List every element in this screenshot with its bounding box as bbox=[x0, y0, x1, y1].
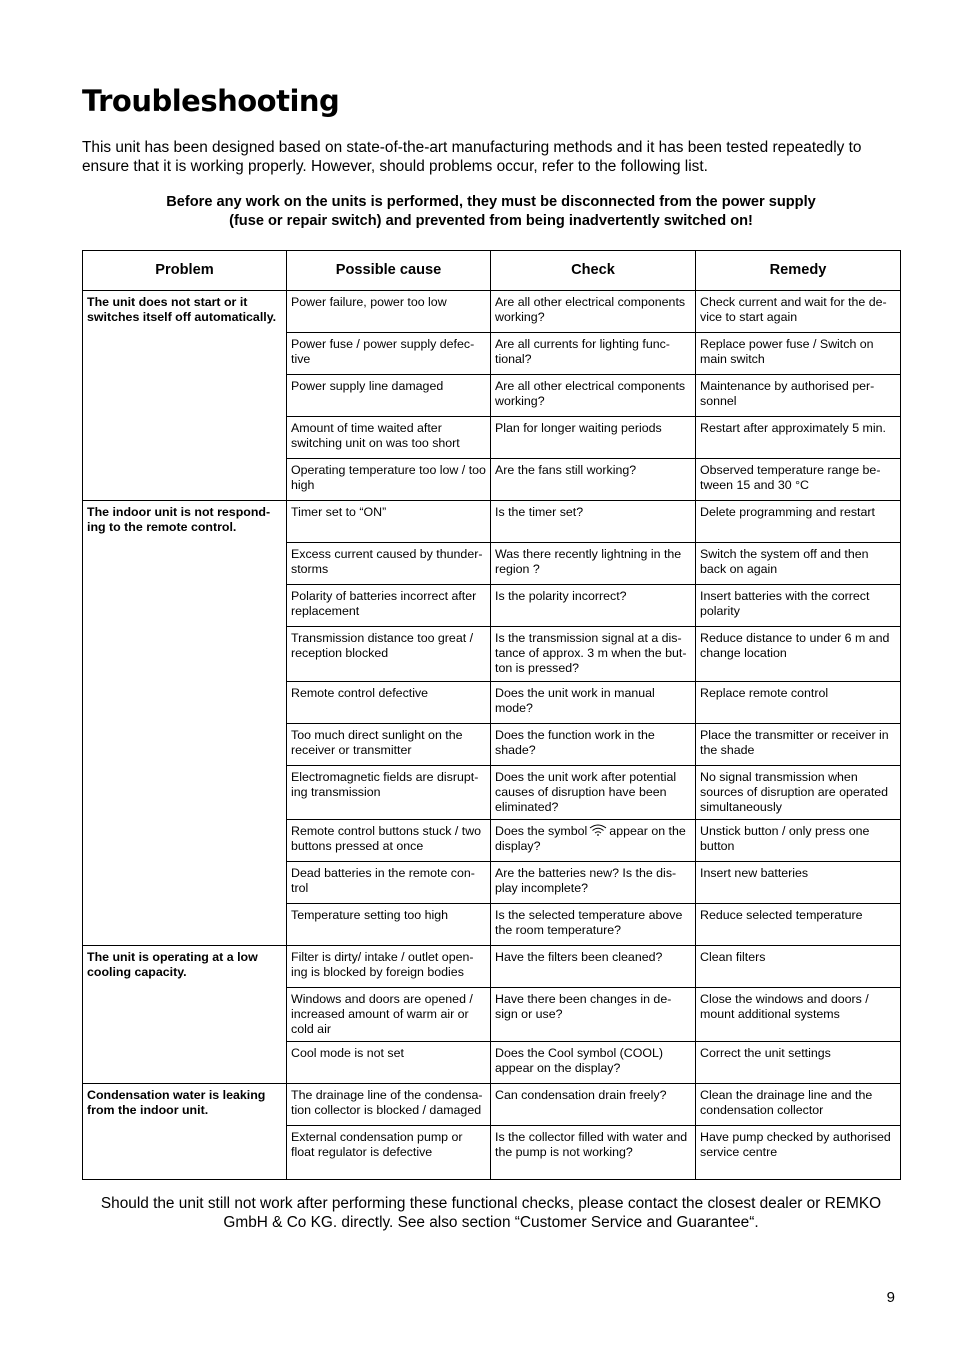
remedy-cell: Check current and wait for the de-vice to start again bbox=[696, 291, 901, 333]
remedy-cell: Restart after approximately 5 min. bbox=[696, 417, 901, 459]
check-cell: Is the timer set? bbox=[491, 501, 696, 543]
warning-line-1: Before any work on the units is performed, they must be disconnected from the power supply bbox=[166, 194, 816, 210]
check-cell: Does the unit work in manual mode? bbox=[491, 682, 696, 724]
table-row bbox=[83, 946, 901, 988]
check-cell: Are all other electrical components working? bbox=[491, 375, 696, 417]
troubleshooting-table bbox=[82, 250, 901, 1180]
table-row bbox=[83, 291, 901, 333]
remedy-cell: Close the windows and doors / mount additional systems bbox=[696, 988, 901, 1042]
remedy-cell: Replace remote control bbox=[696, 682, 901, 724]
cause-cell: The drainage line of the condensa-tion collector is blocked / damaged bbox=[287, 1084, 491, 1126]
table-row bbox=[83, 1084, 901, 1126]
remedy-cell: Replace power fuse / Switch on main switch bbox=[696, 333, 901, 375]
cause-cell: Cool mode is not set bbox=[287, 1042, 491, 1084]
cause-cell: Dead batteries in the remote con-trol bbox=[287, 862, 491, 904]
problem-cell: The indoor unit is not respond-ing to the remote control. bbox=[83, 501, 287, 946]
cause-cell: Too much direct sunlight on the receiver or transmitter bbox=[287, 724, 491, 766]
remedy-cell: Have pump checked by authorised service centre bbox=[696, 1126, 901, 1180]
remedy-cell: Delete programming and restart bbox=[696, 501, 901, 543]
signal-icon bbox=[588, 824, 608, 836]
cause-cell: Power supply line damaged bbox=[287, 375, 491, 417]
header-check: Check bbox=[491, 251, 696, 291]
check-cell bbox=[491, 820, 696, 862]
cause-cell: Excess current caused by thunder-storms bbox=[287, 543, 491, 585]
cause-cell: Timer set to “ON” bbox=[287, 501, 491, 543]
cause-cell: Power fuse / power supply defec-tive bbox=[287, 333, 491, 375]
cause-cell: Windows and doors are opened / increased amount of warm air or cold air bbox=[287, 988, 491, 1042]
cause-cell: Electromagnetic fields are disrupt-ing transmission bbox=[287, 766, 491, 820]
cause-cell: Amount of time waited after switching unit on was too short bbox=[287, 417, 491, 459]
check-cell: Is the selected temperature above the room temperature? bbox=[491, 904, 696, 946]
check-cell: Have there been changes in de-sign or use? bbox=[491, 988, 696, 1042]
check-cell: Is the transmission signal at a dis-tance of approx. 3 m when the but-ton is pressed? bbox=[491, 627, 696, 682]
check-cell: Are all currents for lighting func-tional? bbox=[491, 333, 696, 375]
cause-cell: Filter is dirty/ intake / outlet open-ing is blocked by foreign bodies bbox=[287, 946, 491, 988]
check-cell: Are all other electrical components working? bbox=[491, 291, 696, 333]
remedy-cell: Insert new batteries bbox=[696, 862, 901, 904]
table-header-row bbox=[83, 251, 901, 291]
check-cell: Is the collector filled with water and the pump is not working? bbox=[491, 1126, 696, 1180]
remedy-cell: Unstick button / only press one button bbox=[696, 820, 901, 862]
remedy-cell: Switch the system off and then back on again bbox=[696, 543, 901, 585]
remedy-cell: Maintenance by authorised per-sonnel bbox=[696, 375, 901, 417]
remedy-cell: Correct the unit settings bbox=[696, 1042, 901, 1084]
safety-warning bbox=[82, 193, 900, 231]
cause-cell: Polarity of batteries incorrect after replacement bbox=[287, 585, 491, 627]
check-cell: Is the polarity incorrect? bbox=[491, 585, 696, 627]
table-row bbox=[83, 501, 901, 543]
check-cell: Are the fans still working? bbox=[491, 459, 696, 501]
footer-note: Should the unit still not work after performing these functional checks, please contact the closest dealer or REMKO GmbH & Co KG. directly. See also section “Customer Service and Guarantee“. bbox=[100, 1195, 882, 1231]
problem-cell: Condensation water is leaking from the indoor unit. bbox=[83, 1084, 287, 1180]
remedy-cell: Observed temperature range be-tween 15 and 30 °C bbox=[696, 459, 901, 501]
check-cell: Does the unit work after potential causes of disruption have been eliminated? bbox=[491, 766, 696, 820]
page-number: 9 bbox=[886, 1289, 895, 1306]
check-cell: Can condensation drain freely? bbox=[491, 1084, 696, 1126]
cause-cell: Remote control buttons stuck / two buttons pressed at once bbox=[287, 820, 491, 862]
check-text-after: appear on the display? bbox=[495, 824, 686, 853]
cause-cell: External condensation pump or float regulator is defective bbox=[287, 1126, 491, 1180]
intro-paragraph: This unit has been designed based on state-of-the-art manufacturing methods and it has been tested repeatedly to ensure that it is working properly. However, should problems occur, refer to the following list. bbox=[82, 139, 862, 175]
table-body bbox=[83, 291, 901, 1180]
check-cell: Does the Cool symbol (COOL) appear on the display? bbox=[491, 1042, 696, 1084]
cause-cell: Power failure, power too low bbox=[287, 291, 491, 333]
check-cell: Was there recently lightning in the region ? bbox=[491, 543, 696, 585]
problem-cell: The unit is operating at a low cooling capacity. bbox=[83, 946, 287, 1084]
remedy-cell: Clean the drainage line and the condensation collector bbox=[696, 1084, 901, 1126]
page-title: Troubleshooting bbox=[82, 84, 340, 118]
remedy-cell: Insert batteries with the correct polarity bbox=[696, 585, 901, 627]
check-cell: Are the batteries new? Is the dis-play incomplete? bbox=[491, 862, 696, 904]
remedy-cell: Reduce distance to under 6 m and change location bbox=[696, 627, 901, 682]
check-cell: Does the function work in the shade? bbox=[491, 724, 696, 766]
remedy-cell: Clean filters bbox=[696, 946, 901, 988]
header-possible-cause: Possible cause bbox=[287, 251, 491, 291]
cause-cell: Remote control defective bbox=[287, 682, 491, 724]
check-text-before: Does the symbol bbox=[495, 824, 588, 838]
check-cell: Have the filters been cleaned? bbox=[491, 946, 696, 988]
cause-cell: Temperature setting too high bbox=[287, 904, 491, 946]
remedy-cell: Place the transmitter or receiver in the shade bbox=[696, 724, 901, 766]
header-problem: Problem bbox=[83, 251, 287, 291]
cause-cell: Operating temperature too low / too high bbox=[287, 459, 491, 501]
warning-line-2: (fuse or repair switch) and prevented from being inadvertently switched on! bbox=[229, 213, 753, 229]
problem-cell: The unit does not start or it switches itself off automatically. bbox=[83, 291, 287, 501]
cause-cell: Transmission distance too great / reception blocked bbox=[287, 627, 491, 682]
check-cell: Plan for longer waiting periods bbox=[491, 417, 696, 459]
remedy-cell: No signal transmission when sources of disruption are operated simultaneously bbox=[696, 766, 901, 820]
header-remedy: Remedy bbox=[696, 251, 901, 291]
remedy-cell: Reduce selected temperature bbox=[696, 904, 901, 946]
